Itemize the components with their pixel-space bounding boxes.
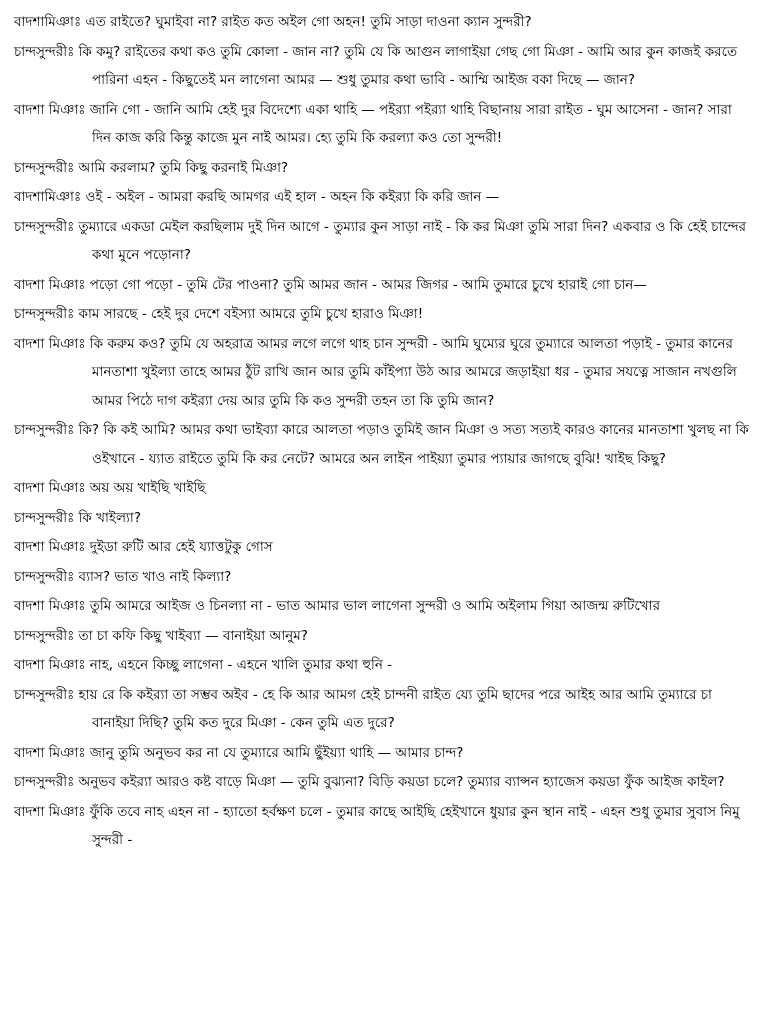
dialogue-line: চান্দসুন্দরীঃ আমি করলাম? তুমি কিছু করনাই মিঞা? bbox=[14, 159, 289, 176]
dialogue-document bbox=[14, 8, 754, 856]
dialogue-line: চান্দসুন্দরীঃ কি খাইল্যা? bbox=[14, 509, 142, 526]
dialogue-line: বাদশামিঞাঃ এত রাইতে? ঘুমাইবা না? রাইত কত অইল গো অহন! তুমি সাড়া দাওনা ক্যান সুন্দরী? bbox=[14, 14, 532, 30]
dialogue-line: চান্দসুন্দরীঃ তুম্যারে একডা মেইল করছিলাম দুই দিন আগে - তুম্যার কুন সাড়া নাই - কি কর মিঞা তুমি সারা দিন? একবার ও কি হেই চান্দের কথা মুনে পড়োনা? bbox=[14, 218, 747, 263]
dialogue-line: চান্দসুন্দরীঃ অনুভব কইর‍্যা আরও কষ্ট বাড়ে মিঞা — তুমি বুঝ্যনা? বিড়ি কয়ডা চলে? তুম্যার ব্যান্সন হ্যাজেস কয়ডা ফুঁক আইজ কাইল? bbox=[14, 774, 725, 790]
dialogue-line: চান্দসুন্দরীঃ কাম সারছে - হেই দুর দেশে বইস্যা আমরে তুমি চুখে হারাও মিঞা! bbox=[14, 306, 424, 322]
dialogue-line: বাদশা মিঞাঃ জানি গো - জানি আমি হেই দুর বিদেশ্যে একা থাহি — পইর‍্যা পইর‍্যা থাহি বিছানায় সারা রাইত - ঘুম আসেনা - জান? সারা দিন কাজ করি কিন্তু কাজে মুন নাই আমর। হ্যে তুমি কি করল্যা কও তো সুন্দরী! bbox=[14, 101, 732, 146]
dialogue-line: বাদশা মিঞাঃ পড়ো গো পড়ো - তুমি টের পাওনা? তুমি আমর জান - আমর জিগর - আমি তুমারে চুখে হারাই গো চান— bbox=[14, 276, 647, 293]
dialogue-line: বাদশা মিঞাঃ কি করুম কও? তুমি যে অহরাত্র আমর লগে লগে থাহ চান সুন্দরী - আমি ঘুম্যের ঘুরে তুম্যারে আলতা পড়াই - তুমার কানের মানতাশা খুইল্যা তাহে আমর ঠুঁট রাখি জান আর তুমি কাঁইপ্যা উঠ আর আমরে জড়াইয়া ধর - তুমার সযত্নে সাজান নখগুলি আমর পিঠে দাগ কইর‍্যা দেয় আর তুমি কি কও সুন্দরী তহন তা কি তুমি জান? bbox=[14, 335, 737, 409]
dialogue-line: চান্দসুন্দরীঃ তা চা কফি কিছু খাইব্যা — বানাইয়া আনুম? bbox=[14, 627, 308, 644]
dialogue-line: চান্দসুন্দরীঃ হায় রে কি কইর‍্যা তা সম্ভব অইব - হে কি আর আমগ হেই চান্দনী রাইত য্যে তুমি ছাদের পরে আইহ আর আমি তুম্যারে চা বানাইয়া দিছি? তুমি কত দুরে মিঞা - কেন তুমি এত দুরে? bbox=[14, 686, 712, 731]
dialogue-line: বাদশা মিঞাঃ অয় অয় খাইছি খাইছি bbox=[14, 480, 206, 496]
dialogue-line: বাদশা মিঞাঃ দুইডা রুটি আর হেই য্যাত্তটুকু গোস bbox=[14, 539, 273, 555]
dialogue-line: চান্দসুন্দরীঃ কি? কি কই আমি? আমর কথা ভাইব্যা কারে আলতা পড়াও তুমিই জান মিঞা ও সত্য সত্যই কারও কানের মানতাশা খুলছ না কি ওইখানে - য্যাত রাইতে তুমি কি কর নেটে? আমরে অন লাইন পাইয়্যা তুমার প্যায়ার জাগছে বুঝি! খাইছ কিছু? bbox=[14, 422, 749, 467]
dialogue-line: চান্দসুন্দরীঃ ব্যাস? ভাত খাও নাই কিল্যা? bbox=[14, 568, 232, 585]
dialogue-line: বাদশা মিঞাঃ জানু তুমি অনুভব কর না যে তুম্যারে আমি ছুঁইয়্যা থাহি — আমার চান্দ? bbox=[14, 744, 464, 761]
dialogue-line: বাদশা মিঞাঃ ফুঁকি তবে নাহ এহন না - হ্যাতো হর্বক্ষণ চলে - তুমার কাছে আইছি হেইখানে ধুয়ার কুন স্থান নাই - এহন শুধু তুমার সুবাস নিমু সুন্দরী - bbox=[14, 803, 740, 848]
dialogue-line: বাদশামিঞাঃ ওই - অইল - আমরা করছি আমগর এই হাল - অহন কি কইর‍্যা কি করি জান — bbox=[14, 189, 500, 205]
dialogue-line: চান্দসুন্দরীঃ কি কমু? রাইতের কথা কও তুমি কোলা - জান না? তুমি যে কি আগুন লাগাইয়া গেছ গো মিঞা - আমি আর কুন কাজই করতে পারিনা এহন - কিছুতেই মন লাগেনা আমর — শুধু তুমার কথা ভাবি - আম্মি আইজ বকা দিছে — জান? bbox=[14, 43, 738, 88]
dialogue-line: বাদশা মিঞাঃ নাহ, এহনে কিচ্ছু লাগেনা - এহনে খালি তুমার কথা হুনি - bbox=[14, 657, 393, 673]
dialogue-line: বাদশা মিঞাঃ তুমি আমরে আইজ ও চিনল্যা না - ভাত আমার ভাল লাগেনা সুন্দরী ও আমি অইলাম গিয়া আজন্ম রুটিখোর bbox=[14, 598, 661, 614]
